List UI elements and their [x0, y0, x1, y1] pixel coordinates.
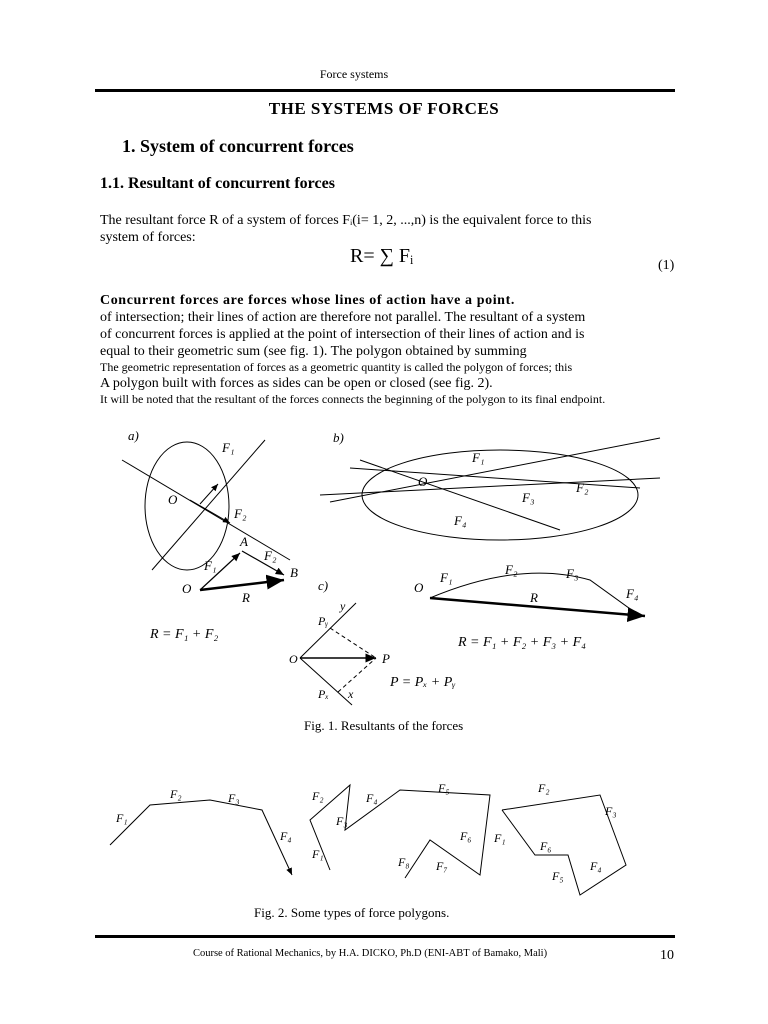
py-label: Pᵧ: [318, 614, 329, 628]
figure-1-diagram: [0, 420, 768, 720]
f1-arrow-a: [200, 484, 218, 504]
panel-a-line-1: [122, 460, 290, 560]
panel-a-label: a): [128, 428, 139, 443]
paragraph-2-line-1: of intersection; their lines of action are therefore not parallel. The resultant of a system: [100, 310, 586, 325]
paragraph-4: A polygon built with forces as sides can be open or closed (see fig. 2).: [100, 376, 493, 391]
eq-c: P = Pₓ + Pᵧ: [390, 675, 456, 690]
f3-label-2a: F₃: [228, 791, 240, 805]
y-axis-line: [300, 603, 356, 658]
point-a-label: A: [240, 534, 248, 549]
f6-label-2b: F₆: [460, 829, 472, 843]
paragraph-2-line-3: equal to their geometric sum (see fig. 1). The polygon obtained by summing: [100, 344, 527, 359]
formula-resultant: R= ∑ Fᵢ: [350, 245, 414, 267]
f4-label-2b: F₄: [366, 791, 378, 805]
paragraph-1-line-2: system of forces:: [100, 230, 196, 245]
f1-label-2a: F₁: [116, 811, 128, 825]
point-o-b-label: O: [418, 474, 428, 489]
y-label: y: [340, 599, 346, 613]
page-number: 10: [660, 948, 674, 963]
concurrent-definition: Concurrent forces are forces whose lines of action have a point.: [100, 293, 515, 308]
x-label: x: [348, 687, 354, 701]
footer-text: Course of Rational Mechanics, by H.A. DICKO, Ph.D (ENI-ABT of Bamako, Mali): [192, 948, 548, 959]
f5-label-2c: F₅: [552, 869, 564, 883]
p-label: P: [382, 651, 390, 666]
f6-label-2c: F₆: [540, 839, 552, 853]
panel-c-label: c): [318, 578, 329, 593]
f2-label-2a: F₂: [170, 787, 182, 801]
page-title: THE SYSTEMS OF FORCES: [268, 99, 500, 118]
f2-label-d: F₂: [505, 562, 518, 577]
f2-triangle-arrow: [242, 551, 284, 575]
running-header: Force systems: [319, 67, 389, 81]
figure-2-caption: Fig. 2. Some types of force polygons.: [254, 905, 450, 920]
header-rule: [95, 89, 675, 92]
f4-label-2c: F₄: [590, 859, 602, 873]
f2-label-b: F₂: [576, 480, 589, 495]
footer-rule: [95, 935, 675, 938]
paragraph-3: The geometric representation of forces as a geometric quantity is called the polygon of forces; this: [100, 360, 573, 374]
eq-b: R = F₁ + F₂ + F₃ + F₄: [458, 635, 587, 650]
f8-label-2b: F₈: [398, 855, 410, 869]
f4-label-d: F₄: [626, 586, 639, 601]
f1-label-d: F₁: [440, 570, 453, 585]
point-b-label: B: [290, 565, 298, 580]
section-heading: 1. System of concurrent forces: [122, 136, 354, 156]
eq-a: R = F₁ + F₂: [150, 627, 219, 642]
f1-label-2b: F₁: [312, 847, 324, 861]
px-label: Pₓ: [318, 687, 329, 701]
f4-label-b: F₄: [454, 513, 467, 528]
px-dash: [338, 658, 376, 692]
f2-label-2b: F₂: [312, 789, 324, 803]
paragraph-2: [100, 292, 680, 407]
r-label-a: R: [242, 590, 250, 605]
f1-label-a2: F₁: [204, 558, 217, 573]
figure-1-caption: Fig. 1. Resultants of the forces: [304, 718, 464, 733]
panel-a-ellipse: [145, 442, 229, 570]
f2-label-2c: F₂: [538, 781, 550, 795]
paragraph-1-line-1: The resultant force R of a system of forces Fᵢ(i= 1, 2, ...,n) is the equivalent force to this: [100, 213, 592, 228]
panel-b-ellipse: [362, 450, 638, 540]
panel-b-label: b): [333, 430, 344, 445]
equation-number: (1): [658, 258, 675, 273]
point-o-label: O: [168, 492, 178, 507]
f1-label-b: F₁: [472, 450, 485, 465]
f3-label-2b: F₃: [336, 814, 348, 828]
panel-b-line-4: [350, 468, 640, 488]
panel-b-line-1: [320, 478, 660, 495]
point-o2-label: O: [182, 581, 192, 596]
f2-label-a2: F₂: [264, 548, 277, 563]
point-o-d-label: O: [414, 580, 424, 595]
f3-label-d: F₃: [566, 566, 579, 581]
point-o-c-label: O: [289, 652, 298, 666]
f5-label-2b: F₅: [438, 781, 450, 795]
f1-label-a: F₁: [222, 440, 235, 455]
figure-2-diagram: [0, 770, 768, 905]
resultant-arrow-a: [200, 580, 284, 590]
paragraph-2-line-2: of concurrent forces is applied at the point of intersection of their lines of action and is: [100, 327, 585, 342]
paragraph-1: [100, 212, 680, 246]
py-dash: [330, 628, 376, 658]
f1-label-2c: F₁: [494, 831, 506, 845]
f2-label-a: F₂: [234, 506, 247, 521]
f4-label-2a: F₄: [280, 829, 292, 843]
f3-label-2c: F₃: [605, 804, 617, 818]
subsection-heading: 1.1. Resultant of concurrent forces: [100, 175, 335, 192]
paragraph-5: It will be noted that the resultant of the forces connects the beginning of the polygon to its final endpoint.: [100, 392, 606, 406]
f7-label-2b: F₇: [436, 859, 448, 873]
f3-label-b: F₃: [522, 490, 535, 505]
open-polygon: [110, 800, 292, 875]
r-label-d: R: [530, 590, 538, 605]
